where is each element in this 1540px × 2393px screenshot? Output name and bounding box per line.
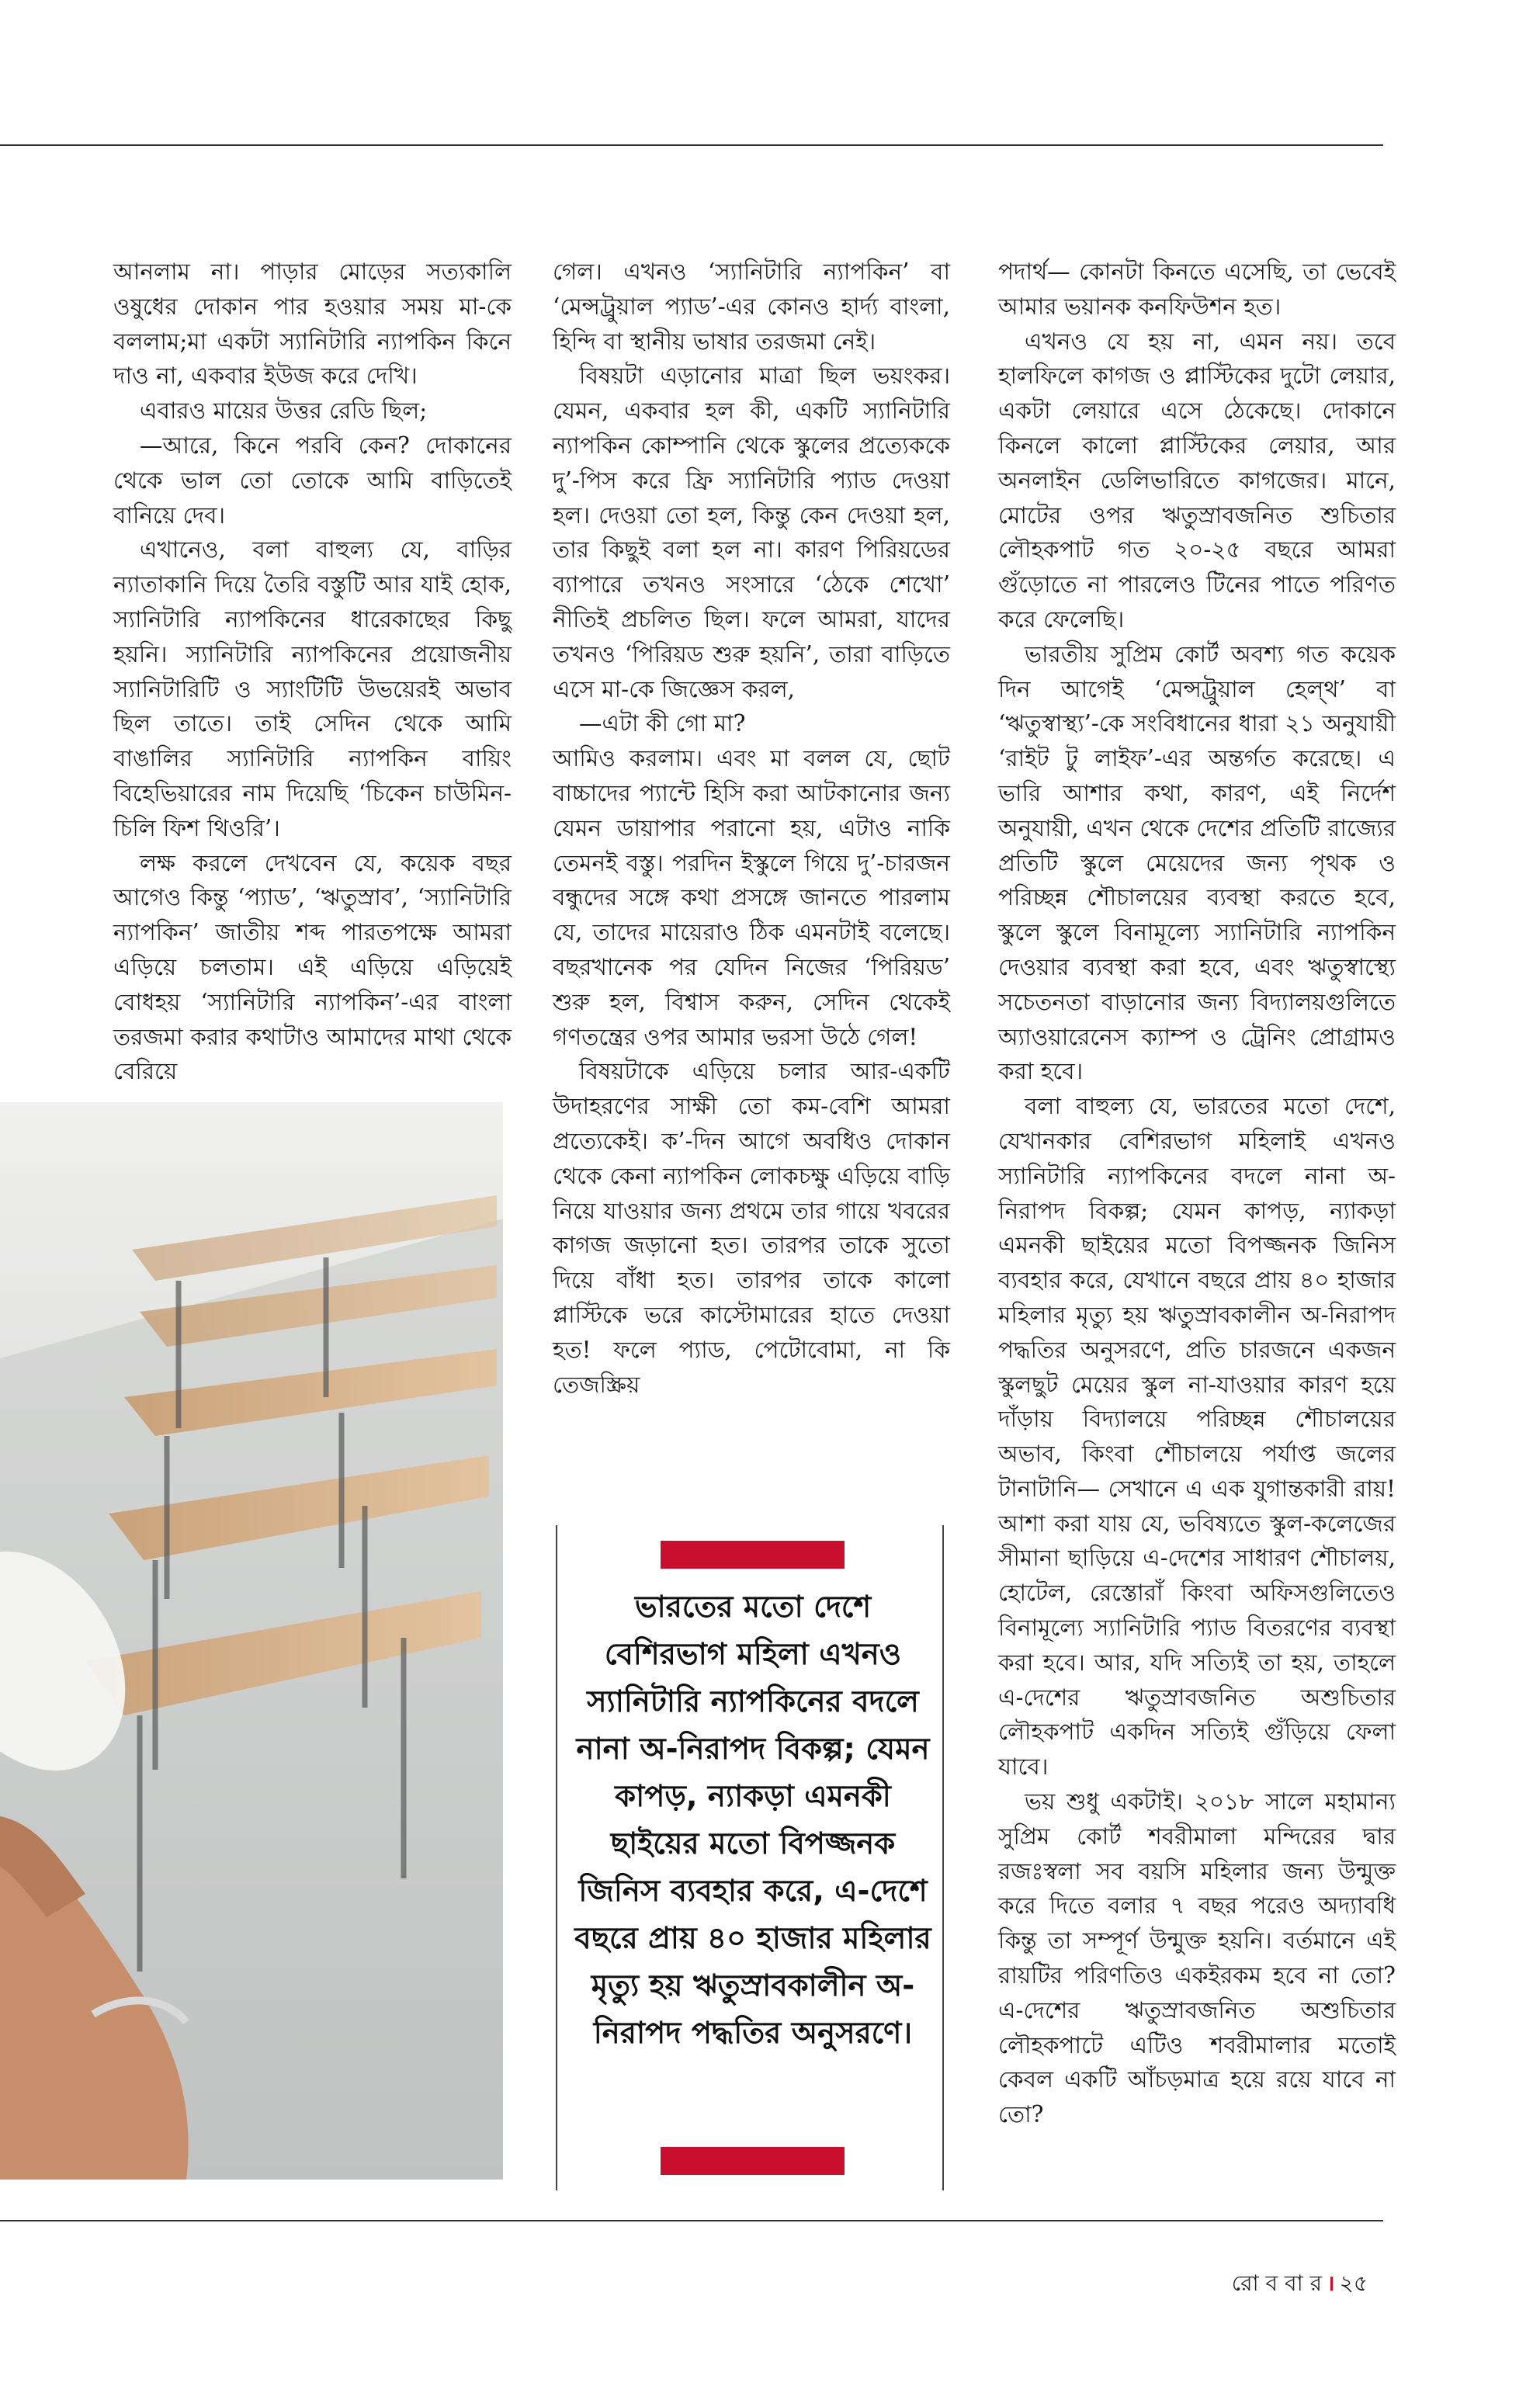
paragraph: —আরে, কিনে পরবি কেন? দোকানের থেকে ভাল তো তোকে আমি বাড়িতেই বানিয়ে দেব। (113, 432, 512, 529)
bottom-rule (0, 2220, 1383, 2221)
page-footer (1232, 2266, 1368, 2303)
paragraph: এখনও যে হয় না, এমন নয়। তবে হালফিলে কাগজ ও প্লাস্টিকের দুটো লেয়ার, একটা লেয়ারে এসে ঠেকেছে। দোকানে কিনলে কালো প্লাস্টিকের লেয়ার, আর অনলাইন ডেলিভারিতে কাগজের। মানে, মোটের ওপর ঋতুস্রাবজনিত শুচিতার লৌহকপাট গত ২০-২৫ বছরে আমরা গুঁড়োতে না পারলেও টিনের পাতে পরিণত করে ফেলেছি। (998, 328, 1396, 633)
article-column-2 (553, 255, 950, 1402)
pullquote-right-rule (942, 1525, 944, 2190)
pullquote-bottom-bar (661, 2147, 845, 2175)
footer-separator: । (1327, 2270, 1335, 2296)
paragraph: বলা বাহুল্য যে, ভারতের মতো দেশে, যেখানকার বেশিরভাগ মহিলাই এখনও স্যানিটারি ন্যাপকিনের বদলে নানা অ-নিরাপদ বিকল্প; যেমন কাপড়, ন্যাকড়া এমনকী ছাইয়ের মতো বিপজ্জনক জিনিস ব্যবহার করে, যেখানে বছরে প্রায় ৪০ হাজার মহিলার মৃত্যু হয় ঋতুস্রাবকালীন অ-নিরাপদ পদ্ধতির অনুসরণে, প্রতি চারজনে একজন স্কুলছুট মেয়ের স্কুল না-যাওয়ার কারণ হয়ে দাঁড়ায় বিদ্যালয়ে পরিচ্ছন্ন শৌচালয়ের অভাব, কিংবা শৌচালয়ে পর্যাপ্ত জলের টানাটানি— সেখানে এ এক যুগান্তকারী রায়! আশা করা যায় যে, ভবিষ্যতে স্কুল-কলেজের সীমানা ছাড়িয়ে এ-দেশের সাধারণ শৌচালয়, হোটেল, রেস্তোরাঁ কিংবা অফিসগুলিতেও বিনামূল্যে স্যানিটারি প্যাড বিতরণের ব্যবস্থা করা হবে। আর, যদি সত্যিই তা হয়, তাহলে এ-দেশের ঋতুস্রাবজনিত অশুচিতার লৌহকপাট একদিন সত্যিই গুঁড়িয়ে ফেলা যাবে। (998, 1093, 1396, 1781)
classroom-photo (0, 1102, 503, 2180)
paragraph: ভারতীয় সুপ্রিম কোর্ট অবশ্য গত কয়েক দিন আগেই ‘মেন্সট্রুয়াল হেল্থ’ বা ‘ঋতুস্বাস্থ্য’-কে সংবিধানের ধারা ২১ অনুযায়ী ‘রাইট টু লাইফ’-এর অন্তর্গত করেছে। এ ভারি আশার কথা, কারণ, এই নির্দেশ অনুযায়ী, এখন থেকে দেশের প্রতিটি রাজ্যের প্রতিটি স্কুলে মেয়েদের জন্য পৃথক ও পরিচ্ছন্ন শৌচালয়ের ব্যবস্থা করতে হবে, স্কুলে স্কুলে বিনামূল্যে স্যানিটারি ন্যাপকিন দেওয়ার ব্যবস্থা করা হবে, এবং ঋতুস্বাস্থ্যে সচেতনতা বাড়ানোর জন্য বিদ্যালয়গুলিতে অ্যাওয়ারেনেস ক্যাম্প ও ট্রেনিং প্রোগ্রামও করা হবে। (998, 640, 1396, 1085)
article-column-3 (998, 255, 1396, 2132)
paragraph: লক্ষ করলে দেখবেন যে, কয়েক বছর আগেও কিন্তু ‘প্যাড’, ‘ঋতুস্রাব’, ‘স্যানিটারি ন্যাপকিন’ জাতীয় শব্দ পারতপক্ষে আমরা এড়িয়ে চলতাম। এই এড়িয়ে এড়িয়েই বোধহয় ‘স্যানিটারি ন্যাপকিন’-এর বাংলা তরজমা করার কথাটাও আমাদের মাথা থেকে বেরিয়ে (113, 849, 512, 1085)
article-column-1 (113, 255, 512, 1089)
paragraph: বিষয়টাকে এড়িয়ে চলার আর-একটি উদাহরণের সাক্ষী তো কম-বেশি আমরা প্রত্যেকেই। ক’-দিন আগে অবধিও দোকান থেকে কেনা ন্যাপকিন লোকচক্ষু এড়িয়ে বাড়ি নিয়ে যাওয়ার জন্য প্রথমে তার গায়ে খবরের কাগজ জড়ানো হত। তারপর তাকে সুতো দিয়ে বাঁধা হত। তারপর তাকে কালো প্লাস্টিকে ভরে কাস্টোমারের হাতে দেওয়া হত! ফলে প্যাড, পেটোবোমা, না কি তেজস্ক্রিয় (553, 1058, 950, 1398)
paragraph: গেল। এখনও ‘স্যানিটারি ন্যাপকিন’ বা ‘মেন্সট্রুয়াল প্যাড’-এর কোনও হার্দ্য বাংলা, হিন্দি বা স্থানীয় ভাষার তরজমা নেই। (553, 258, 950, 355)
paragraph: এবারও মায়ের উত্তর রেডি ছিল; (140, 397, 428, 425)
paragraph: —এটা কী গো মা? (579, 710, 746, 737)
paragraph: ভয় শুধু একটাই। ২০১৮ সালে মহামান্য সুপ্রিম কোর্ট শবরীমালা মন্দিরের দ্বার রজঃস্বলা সব বয়সি মহিলার জন্য উন্মুক্ত করে দিতে বলার ৭ বছর পরেও অদ্যাবধি কিন্তু তা সম্পূর্ণ উন্মুক্ত হয়নি। বর্তমানে এই রায়টির পরিণতিও একইরকম হবে না তো? এ-দেশের ঋতুস্রাবজনিত অশুচিতার লৌহকপাটে এটিও শবরীমালার মতোই কেবল একটি আঁচড়মাত্র হয়ে রয়ে যাবে না তো? (998, 1788, 1396, 2128)
paragraph: বিষয়টা এড়ানোর মাত্রা ছিল ভয়ংকর। যেমন, একবার হল কী, একটি স্যানিটারি ন্যাপকিন কোম্পানি থেকে স্কুলের প্রত্যেককে দু’-পিস করে ফ্রি স্যানিটারি প্যাড দেওয়া হল। দেওয়া তো হল, কিন্তু কেন দেওয়া হল, তার কিছুই বলা হল না। কারণ পিরিয়ডের ব্যাপারে তখনও সংসারে ‘ঠেকে শেখো’ নীতিই প্রচলিত ছিল। ফলে আমরা, যাদের তখনও ‘পিরিয়ড শুরু হয়নি’, তারা বাড়িতে এসে মা-কে জিজ্ঞেস করল, (553, 362, 950, 702)
paragraph: এখানেও, বলা বাহুল্য যে, বাড়ির ন্যাতাকানি দিয়ে তৈরি বস্তুটি আর যাই হোক, স্যানিটারি ন্যাপকিনের ধারেকাছের কিছু হয়নি। স্যানিটারি ন্যাপকিনের প্রয়োজনীয় স্যানিটারিটি ও স্যাংটিটি উভয়েরই অভাব ছিল তাতে। তাই সেদিন থেকে আমি বাঙালির স্যানিটারি ন্যাপকিন বায়িং বিহেভিয়ারের নাম দিয়েছি ‘চিকেন চাউমিন-চিলি ফিশ থিওরি’। (113, 536, 512, 841)
pull-quote: ভারতের মতো দেশে বেশিরভাগ মহিলা এখনও স্যানিটারি ন্যাপকিনের বদলে নানা অ-নিরাপদ বিকল্প; যেমন কাপড়, ন্যাকড়া এমনকী ছাইয়ের মতো বিপজ্জনক জিনিস ব্যবহার করে, এ-দেশে বছরে প্রায় ৪০ হাজার মহিলার মৃত্যু হয় ঋতুস্রাবকালীন অ-নিরাপদ পদ্ধতির অনুসরণে। (574, 1590, 931, 2051)
pullquote-left-rule (556, 1525, 557, 2190)
top-rule (0, 144, 1383, 146)
magazine-name: রো ব বা র (1231, 2270, 1322, 2296)
classroom-photo-illustration (0, 1102, 503, 2180)
pullquote-top-bar (661, 1541, 845, 1569)
paragraph: আমিও করলাম। এবং মা বলল যে, ছোট বাচ্চাদের প্যান্টে হিসি করা আটকানোর জন্য যেমন ডায়াপার পরানো হয়, এটাও নাকি তেমনই বস্তু। পরদিন ইস্কুলে গিয়ে দু’-চারজন বন্ধুদের সঙ্গে কথা প্রসঙ্গে জানতে পারলাম যে, তাদের মায়েরাও ঠিক এমনটাই বলেছে। বছরখানেক পর যেদিন নিজের ‘পিরিয়ড’ শুরু হল, বিশ্বাস করুন, সেদিন থেকেই গণতন্ত্রের ওপর আমার ভরসা উঠে গেল! (553, 745, 950, 1050)
paragraph: আনলাম না। পাড়ার মোড়ের সত্যকালি ওষুধের দোকান পার হওয়ার সময় মা-কে বললাম;মা একটা স্যানিটারি ন্যাপকিন কিনে দাও না, একবার ইউজ করে দেখি। (113, 258, 512, 390)
paragraph: পদার্থ— কোনটা কিনতে এসেছি, তা ভেবেই আমার ভয়ানক কনফিউশন হত। (998, 258, 1396, 320)
page-number: ২৫ (1339, 2270, 1368, 2296)
